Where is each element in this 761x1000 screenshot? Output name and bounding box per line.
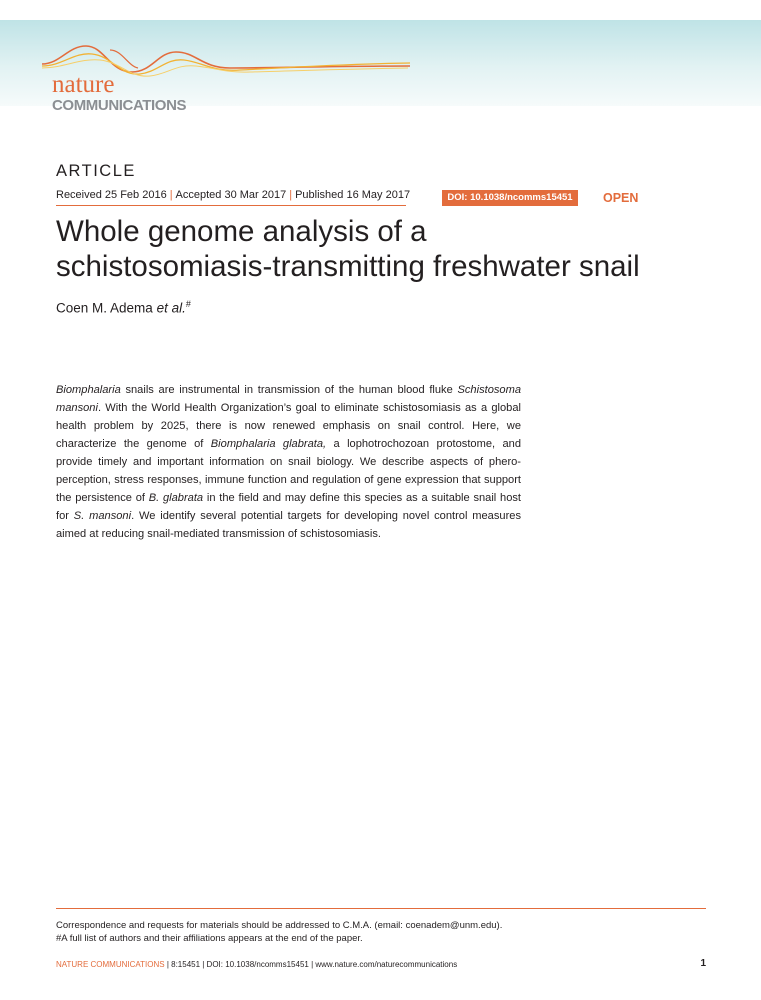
received-date: Received 25 Feb 2016	[56, 189, 167, 201]
author-footnote-mark: #	[185, 299, 191, 309]
logo-communications-text: COMMUNICATIONS	[52, 97, 187, 114]
correspondence-note: Correspondence and requests for materials should be addressed to C.M.A. (email: coenadem@unm.edu).	[56, 920, 503, 931]
date-separator: |	[289, 189, 293, 201]
doi-badge[interactable]: DOI: 10.1038/ncomms15451	[442, 190, 578, 206]
logo-nature-text: nature	[52, 71, 115, 98]
abstract	[56, 381, 521, 543]
abstract-text: . With the World Health Organization’s goal to eliminate schistosomiasis as a global health problem by 2025, there is now renewed emphasis on snail control. Here, we characterize the genome of	[56, 402, 521, 450]
abstract-text: a lophotrochozoan protostome, and provide timely and important information on snail biology. We describe aspects of phero-perception, stress responses, immune function and regulation of gene expression that support the persistence of	[56, 438, 521, 504]
authors-list-note: #A full list of authors and their affiliations appears at the end of the paper.	[56, 933, 363, 944]
footer-citation: | 8:15451 | DOI: 10.1038/ncomms15451 | www.nature.com/naturecommunications	[164, 960, 458, 969]
page-number: 1	[700, 958, 706, 969]
abstract-italic: Biomphalaria glabrata,	[210, 438, 327, 450]
author-line	[56, 296, 191, 317]
abstract-text: in the field and may define this species as a suitable snail host for	[56, 492, 521, 522]
accepted-date: Accepted 30 Mar 2017	[175, 189, 287, 201]
footnote-divider	[56, 908, 706, 909]
abstract-italic: B. glabrata	[148, 492, 204, 504]
abstract-italic: Schistosoma mansoni	[56, 384, 521, 414]
abstract-text: . We identify several potential targets for developing novel control measures aimed at reducing snail-mediated transmission of schistosomiasis.	[56, 510, 521, 540]
published-date: Published 16 May 2017	[295, 189, 411, 201]
journal-banner	[0, 20, 761, 114]
page-footer	[56, 960, 457, 970]
dates-divider	[56, 205, 406, 206]
abstract-italic: Biomphalaria	[56, 384, 121, 396]
date-separator: |	[169, 189, 173, 201]
author-name: Coen M. Adema	[56, 300, 157, 316]
title-line-2: schistosomiasis-transmitting freshwater snail	[56, 250, 640, 283]
et-al: et al.	[156, 300, 186, 316]
article-title	[56, 214, 706, 284]
article-type-label: ARTICLE	[56, 162, 136, 180]
footer-journal-name: NATURE COMMUNICATIONS	[56, 960, 165, 969]
abstract-text: snails are instrumental in transmission of the human blood fluke	[120, 384, 458, 396]
abstract-italic: S. mansoni	[73, 510, 132, 522]
publication-dates	[56, 188, 410, 202]
title-line-1: Whole genome analysis of a	[56, 215, 427, 248]
open-access-label: OPEN	[603, 191, 639, 205]
